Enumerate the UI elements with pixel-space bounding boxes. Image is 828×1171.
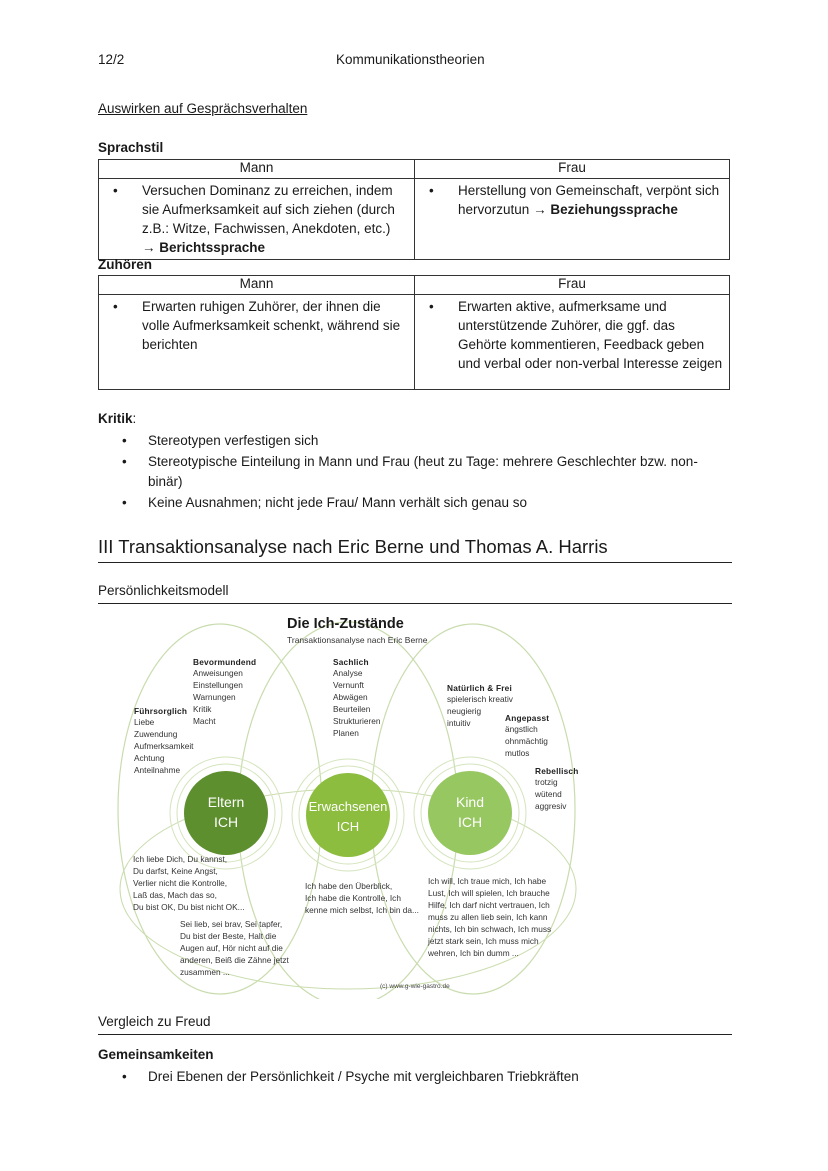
quote-line: Ich habe den Überblick, [305,881,393,891]
sprachstil-mann-cell: • Versuchen Dominanz zu erreichen, indem sie Aufmerksamkeit auf sich ziehen (durch z.B.: Witze, Fachwissen, Anekdoten, etc.) → Berichtssprache [99,179,415,260]
quote-line: Ich habe die Kontrolle, Ich [305,893,401,903]
sachlich-label: Sachlich [333,657,369,667]
quote-line: Sei lieb, sei brav, Sei tapfer, [180,919,283,929]
sachlich-item: Planen [333,728,359,738]
quote-kind [428,875,551,959]
quote-line: Augen auf, Hör nicht auf die [180,943,283,953]
fuersorglich-block [134,706,193,776]
diagram-subtitle: Transaktionsanalyse nach Eric Berne [287,635,428,645]
bevormundend-item: Kritik [193,704,212,714]
gemeinsamkeiten-list [98,1067,730,1088]
rebellisch-block [535,766,579,812]
fuersorglich-item: Aufmerksamkeit [134,741,194,751]
fuersorglich-item: Liebe [134,717,155,727]
quote-line: anderen, Beiß die Zähne jetzt [180,955,289,965]
zuhoeren-col-frau: Frau [415,276,730,295]
sprachstil-mann-text: Versuchen Dominanz zu erreichen, indem sie Aufmerksamkeit auf sich ziehen (durch z.B.: Witze, Fachwissen, Anekdoten, etc.) [142,183,395,236]
natuerlich-label: Natürlich & Frei [447,683,512,693]
fuersorglich-label: Führsorglich [134,706,188,716]
quote-erwachsenen [305,880,419,916]
zuhoeren-frau-cell: • Erwarten aktive, aufmerksame und unterstützende Zuhörer, die ggf. das Gehörte kommentieren, Feedback geben und verbal oder non-verbal Interesse zeigen [415,295,730,390]
quote-line: kenne mich selbst, Ich bin da... [305,905,419,915]
quote-line: muss zu allen lieb sein, Ich kann [428,912,548,922]
gemeinsamkeiten-label: Gemeinsamkeiten [98,1047,214,1062]
bevormundend-item: Warnungen [193,692,236,702]
list-item: • Keine Ausnahmen; nicht jede Frau/ Mann verhält sich genau so [98,493,730,513]
rebellisch-item: wütend [535,789,562,799]
eltern-line2: ICH [213,814,239,830]
kritik-item: Stereotypische Einteilung in Mann und Frau (heut zu Tage: mehrere Geschlechter bzw. non-binär) [148,454,698,489]
page-number: 12/2 [98,52,125,67]
gemeinsamkeiten-item: Drei Ebenen der Persönlichkeit / Psyche mit vergleichbaren Triebkräften [148,1069,579,1084]
sprachstil-frau-text: Herstellung von Gemeinschaft, verpönt sich hervorzutun [458,183,720,217]
angepasst-item: ängstlich [505,724,538,734]
natuerlich-item: spielerisch kreativ [447,694,513,704]
rebellisch-label: Rebellisch [535,766,579,776]
bevormundend-item: Anweisungen [193,668,243,678]
sprachstil-label: Sprachstil [98,140,164,155]
sachlich-item: Beurteilen [333,704,371,714]
zuhoeren-table [98,275,730,390]
freud-heading: Vergleich zu Freud [98,1014,211,1029]
sprachstil-mann-bold: Berichtssprache [159,240,266,255]
sachlich-item: Abwägen [333,692,368,702]
zuhoeren-mann-text: Erwarten ruhigen Zuhörer, der ihnen die volle Aufmerksamkeit schenkt, während sie berichten [142,299,401,352]
zuhoeren-mann-cell: • Erwarten ruhigen Zuhörer, der ihnen die volle Aufmerksamkeit schenkt, während sie berichten [99,295,415,390]
kritik-list [98,431,730,514]
divider [98,1034,732,1035]
fuersorglich-item: Achtung [134,753,165,763]
natuerlich-item: intuitiv [447,718,471,728]
bevormundend-item: Macht [193,716,216,726]
quote-line: Ich will, Ich traue mich, Ich habe [428,876,547,886]
quote-line: Hilfe, Ich darf nicht vertrauen, Ich [428,900,550,910]
sprachstil-frau-bold: Beziehungssprache [550,202,678,217]
sprachstil-table [98,159,730,260]
zuhoeren-label: Zuhören [98,257,152,272]
section-heading-gespraech: Auswirken auf Gesprächsverhalten [98,101,308,116]
persoenlichkeitsmodell-heading: Persönlichkeitsmodell [98,583,229,598]
erwachsenen-circle [306,773,390,857]
bevormundend-label: Bevormundend [193,657,257,667]
sachlich-item: Analyse [333,668,363,678]
quote-line: Du bist OK, Du bist nicht OK... [133,902,245,912]
kind-line1: Kind [455,794,485,810]
zuhoeren-col-mann: Mann [99,276,415,295]
section-heading-transaktionsanalyse: III Transaktionsanalyse nach Eric Berne und Thomas A. Harris [98,536,608,557]
eltern-line1: Eltern [207,794,245,810]
kind-line2: ICH [457,814,483,830]
quote-line: zusammen ... [180,967,230,977]
quote-line: Du bist der Beste, Halt die [180,931,277,941]
sprachstil-col-mann: Mann [99,160,415,179]
fuersorglich-item: Zuwendung [134,729,178,739]
angepasst-item: mutlos [505,748,530,758]
document-title: Kommunikationstheorien [336,52,485,67]
rebellisch-item: aggresiv [535,801,567,811]
quote-line: Ich liebe Dich, Du kannst, [133,854,228,864]
quote-line: nichts, Ich bin schwach, Ich muss [428,924,552,934]
angepasst-item: ohnmächtig [505,736,548,746]
kritik-colon: : [132,411,137,426]
sachlich-block [333,657,381,739]
quote-line: Lust, Ich will spielen, Ich brauche [428,888,550,898]
list-item: • Drei Ebenen der Persönlichkeit / Psyche mit vergleichbaren Triebkräften [98,1067,730,1087]
kritik-item: Keine Ausnahmen; nicht jede Frau/ Mann verhält sich genau so [148,495,527,510]
natuerlich-item: neugierig [447,706,482,716]
sachlich-item: Vernunft [333,680,364,690]
erwachsenen-line1: Erwachsenen [308,799,388,814]
fuersorglich-item: Anteilnahme [134,765,181,775]
natuerlich-block [447,683,513,729]
erwachsenen-line2: ICH [336,819,360,834]
sprachstil-frau-cell: • Herstellung von Gemeinschaft, verpönt sich hervorzutun → Beziehungssprache [415,179,730,260]
kritik-heading [98,411,136,426]
rebellisch-item: trotzig [535,777,558,787]
angepasst-block [505,713,549,759]
quote-line: jetzt stark sein, Ich muss mich [428,936,539,946]
zuhoeren-frau-text: Erwarten aktive, aufmerksame und unterstützende Zuhörer, die ggf. das Gehörte kommentieren, Feedback geben und verbal oder non-verbal Interesse zeigen [458,299,723,371]
arrow-icon: → [533,202,547,217]
divider [98,562,732,563]
quote-line: Du darfst, Keine Angst, [133,866,218,876]
angepasst-label: Angepasst [505,713,550,723]
quote-eltern-2 [180,918,289,978]
list-item: • Stereotypen verfestigen sich [98,431,730,451]
kritik-item: Stereotypen verfestigen sich [148,433,319,448]
quote-eltern-1 [133,853,245,913]
kind-circle [428,771,512,855]
eltern-circle [184,771,268,855]
arrow-icon: → [142,240,156,255]
diagram-credit: (c) www.g-wie-gastro.de [380,983,450,990]
quote-line: Laß das, Mach das so, [133,890,217,900]
quote-line: Verlier nicht die Kontrolle, [133,878,228,888]
quote-line: wehren, Ich bin dumm ... [428,948,519,958]
diagram-title: Die Ich-Zustände [287,616,404,632]
sachlich-item: Strukturieren [333,716,381,726]
bevormundend-item: Einstellungen [193,680,243,690]
list-item: • Stereotypische Einteilung in Mann und Frau (heut zu Tage: mehrere Geschlechter bzw. non-binär) [98,452,730,492]
kritik-label: Kritik [98,411,133,426]
bevormundend-block [193,657,256,727]
sprachstil-col-frau: Frau [415,160,730,179]
